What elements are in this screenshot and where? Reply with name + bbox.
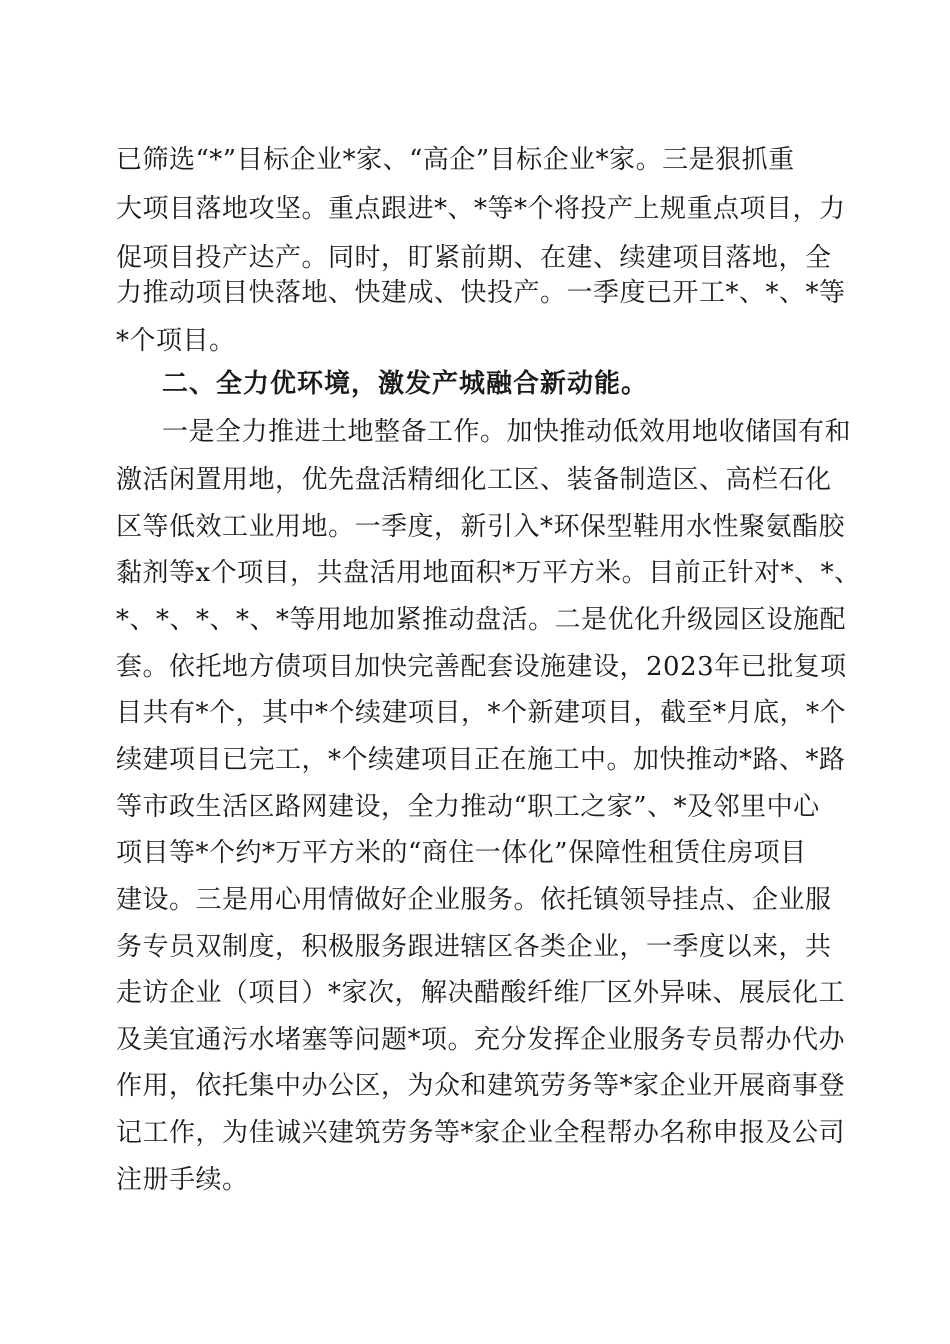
text-line: 黏剂等x个项目，共盘活用地面积*万平方米。目前正针对*、*、 [116,558,861,588]
text-line: 等市政生活区路网建设，全力推动“职工之家”、*及邻里中心 [116,792,820,822]
text-line: 项目等*个约*万平方米的“商住一体化”保障性租赁住房项目 [116,838,807,868]
text-line: 已筛选“*”目标企业*家、“高企”目标企业*家。三是狠抓重 [116,145,795,175]
text-line: 注册手续。 [116,1165,249,1195]
text-line: 走访企业（项目）*家次，解决醋酸纤维厂区外异味、展辰化工 [116,978,846,1008]
text-line: 续建项目已完工，*个续建项目正在施工中。加快推动*路、*路 [116,745,846,775]
text-line: 作用，依托集中办公区，为众和建筑劳务等*家企业开展商事登 [116,1071,846,1101]
text-line: 建设。三是用心用情做好企业服务。依托镇领导挂点、企业服 [116,885,832,915]
text-line: 力推动项目快落地、快建成、快投产。一季度已开工*、*、*等 [116,278,846,308]
text-line: 务专员双制度，积极服务跟进辖区各类企业，一季度以来，共 [116,932,832,962]
text-line: 激活闲置用地，优先盘活精细化工区、装备制造区、高栏石化 [116,465,832,495]
text-line: 区等低效工业用地。一季度，新引入*环保型鞋用水性聚氨酯胶 [116,512,846,542]
text-line: 促项目投产达产。同时，盯紧前期、在建、续建项目落地，全 [116,243,832,273]
section-heading: 二、全力优环境，激发产城融合新动能。 [162,369,649,399]
text-line: 大项目落地攻坚。重点跟进*、*等*个将投产上规重点项目，力 [116,194,846,224]
text-line: 及美宜通污水堵塞等问题*项。充分发挥企业服务专员帮办代办 [116,1025,846,1055]
text-line: *、*、*、*、*等用地加紧推动盘活。二是优化升级园区设施配 [116,605,847,635]
text-line: 目共有*个，其中*个续建项目，*个新建项目，截至*月底，*个 [116,698,847,728]
text-line: *个项目。 [116,326,236,356]
text-line: 记工作，为佳诚兴建筑劳务等*家企业全程帮办名称申报及公司 [116,1118,846,1148]
text-line: 一是全力推进土地整备工作。加快推动低效用地收储国有和 [162,417,852,447]
text-line: 套。依托地方债项目加快完善配套设施建设，2023年已批复项 [116,652,847,682]
